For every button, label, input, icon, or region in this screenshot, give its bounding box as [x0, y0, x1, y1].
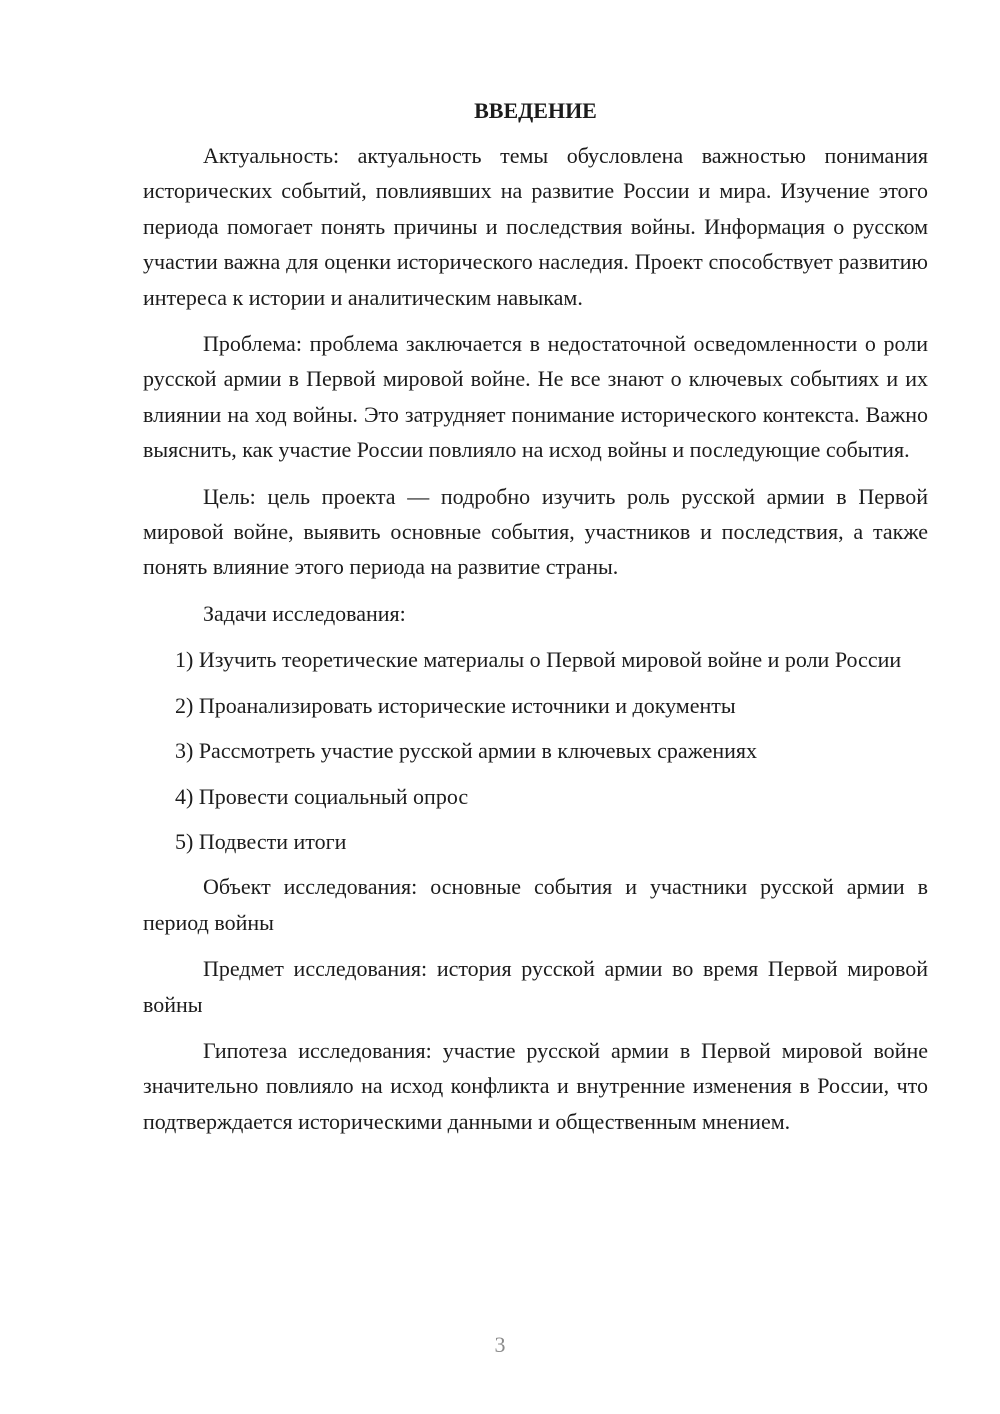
task-item-3: 3) Рассмотреть участие русской армии в ключевых сражениях: [175, 738, 758, 764]
relevance-paragraph: Актуальность: актуальность темы обусловлена важностью понимания исторических событий, повлиявших на развитие России и мира. Изучение этого периода помогает понять причины и последствия войны. Информация о русском участии важна для оценки исторического наследия. Проект способствует развитию интереса к истории и аналитическим навыкам.: [143, 143, 928, 310]
tasks-heading: Задачи исследования:: [203, 600, 406, 626]
page-title: ВВЕДЕНИЕ: [474, 98, 597, 123]
page-number: 3: [494, 1332, 506, 1357]
goal-paragraph: Цель: цель проекта — подробно изучить роль русской армии в Первой мировой войне, выявить основные события, участников и последствия, а также понять влияние этого периода на развитие страны.: [143, 483, 928, 580]
subject-paragraph: Предмет исследования: история русской армии во время Первой мировой войны: [143, 956, 928, 1017]
document-page: [143, 96, 928, 1150]
task-item-1: 1) Изучить теоретические материалы о Первой мировой войне и роли России: [175, 647, 902, 673]
task-item-4: 4) Провести социальный опрос: [175, 783, 469, 809]
hypothesis-paragraph: Гипотеза исследования: участие русской армии в Первой мировой войне значительно повлияло на исход конфликта и внутренние изменения в России, что подтверждается историческими данными и общественным мнением.: [143, 1037, 928, 1134]
object-paragraph: Объект исследования: основные события и участники русской армии в период войны: [143, 874, 928, 935]
task-item-5: 5) Подвести итоги: [175, 828, 347, 854]
task-item-2: 2) Проанализировать исторические источники и документы: [175, 692, 736, 718]
problem-paragraph: Проблема: проблема заключается в недостаточной осведомленности о роли русской армии в Первой мировой войне. Не все знают о ключевых событиях и их влиянии на ход войны. Это затрудняет понимание исторического контекста. Важно выяснить, как участие России повлияло на исход войны и последующие события.: [143, 331, 928, 463]
